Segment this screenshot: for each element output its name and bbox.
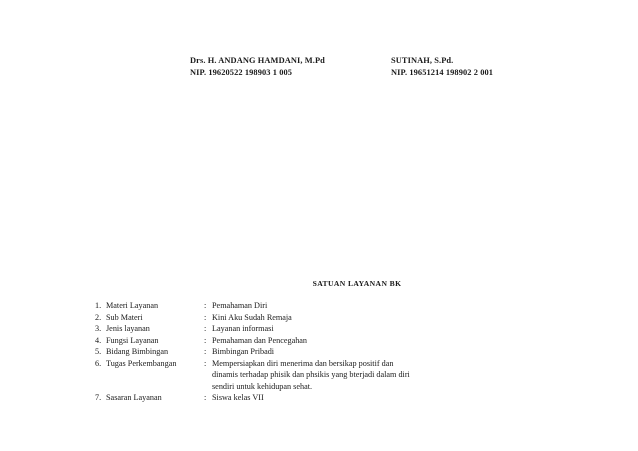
item-colon: : bbox=[204, 358, 207, 368]
item-value bbox=[212, 346, 515, 358]
item-value-line: Mempersiapkan diri menerima dan bersikap positif dan bbox=[212, 358, 394, 368]
list-item bbox=[95, 323, 515, 335]
item-colon: : bbox=[204, 312, 207, 322]
item-colon: : bbox=[204, 301, 207, 310]
signatory-name: SUTINAH, S.Pd. bbox=[391, 56, 454, 65]
document-title: SATUAN LAYANAN BK bbox=[312, 279, 402, 288]
item-value-line: Pemahaman dan Pencegahan bbox=[212, 335, 308, 345]
item-value bbox=[212, 358, 515, 393]
item-value bbox=[212, 392, 515, 404]
item-number: 3. bbox=[95, 324, 102, 333]
item-label: Fungsi Layanan bbox=[106, 335, 159, 345]
item-value bbox=[212, 335, 515, 347]
item-label: Sub Materi bbox=[106, 312, 143, 322]
list-item bbox=[95, 312, 515, 324]
item-colon: : bbox=[204, 335, 207, 345]
list-item bbox=[95, 392, 515, 404]
item-label: Tugas Perkembangan bbox=[106, 358, 177, 368]
item-value-line: sendiri untuk kehidupan sehat. bbox=[212, 381, 313, 391]
item-value bbox=[212, 300, 515, 312]
item-value-line: Bimbingan Pribadi bbox=[212, 347, 275, 356]
service-details-list bbox=[95, 300, 515, 404]
item-value-line: Kini Aku Sudah Remaja bbox=[212, 312, 292, 322]
list-item bbox=[95, 335, 515, 347]
signatory-name: Drs. H. ANDANG HAMDANI, M.Pd bbox=[190, 56, 325, 65]
item-label: Jenis layanan bbox=[106, 324, 150, 333]
item-number: 5. bbox=[95, 347, 102, 356]
item-number: 6. bbox=[95, 358, 102, 368]
item-number: 2. bbox=[95, 312, 102, 322]
item-number: 1. bbox=[95, 301, 102, 310]
item-value-line: Pemahaman Diri bbox=[212, 301, 268, 310]
item-value-line: Layanan informasi bbox=[212, 324, 274, 333]
item-value bbox=[212, 312, 515, 324]
list-item bbox=[95, 358, 515, 393]
item-number: 7. bbox=[95, 393, 102, 402]
item-number: 4. bbox=[95, 335, 102, 345]
item-value-line: dinamis terhadap phisik dan phsikis yang bterjadi dalam diri bbox=[212, 370, 410, 379]
item-colon: : bbox=[204, 393, 207, 402]
signature-block-left bbox=[190, 55, 325, 79]
signatory-nip: NIP. 19651214 198902 2 001 bbox=[391, 68, 494, 77]
signatory-nip: NIP. 19620522 198903 1 005 bbox=[190, 68, 293, 77]
list-item bbox=[95, 300, 515, 312]
signature-block-right bbox=[391, 55, 493, 79]
item-label: Bidang Bimbingan bbox=[106, 347, 169, 356]
item-label: Sasaran Layanan bbox=[106, 393, 162, 402]
item-value-line: Siswa kelas VII bbox=[212, 393, 264, 402]
item-colon: : bbox=[204, 324, 207, 333]
item-value bbox=[212, 323, 515, 335]
item-colon: : bbox=[204, 347, 207, 356]
list-item bbox=[95, 346, 515, 358]
item-label: Materi Layanan bbox=[106, 301, 159, 310]
